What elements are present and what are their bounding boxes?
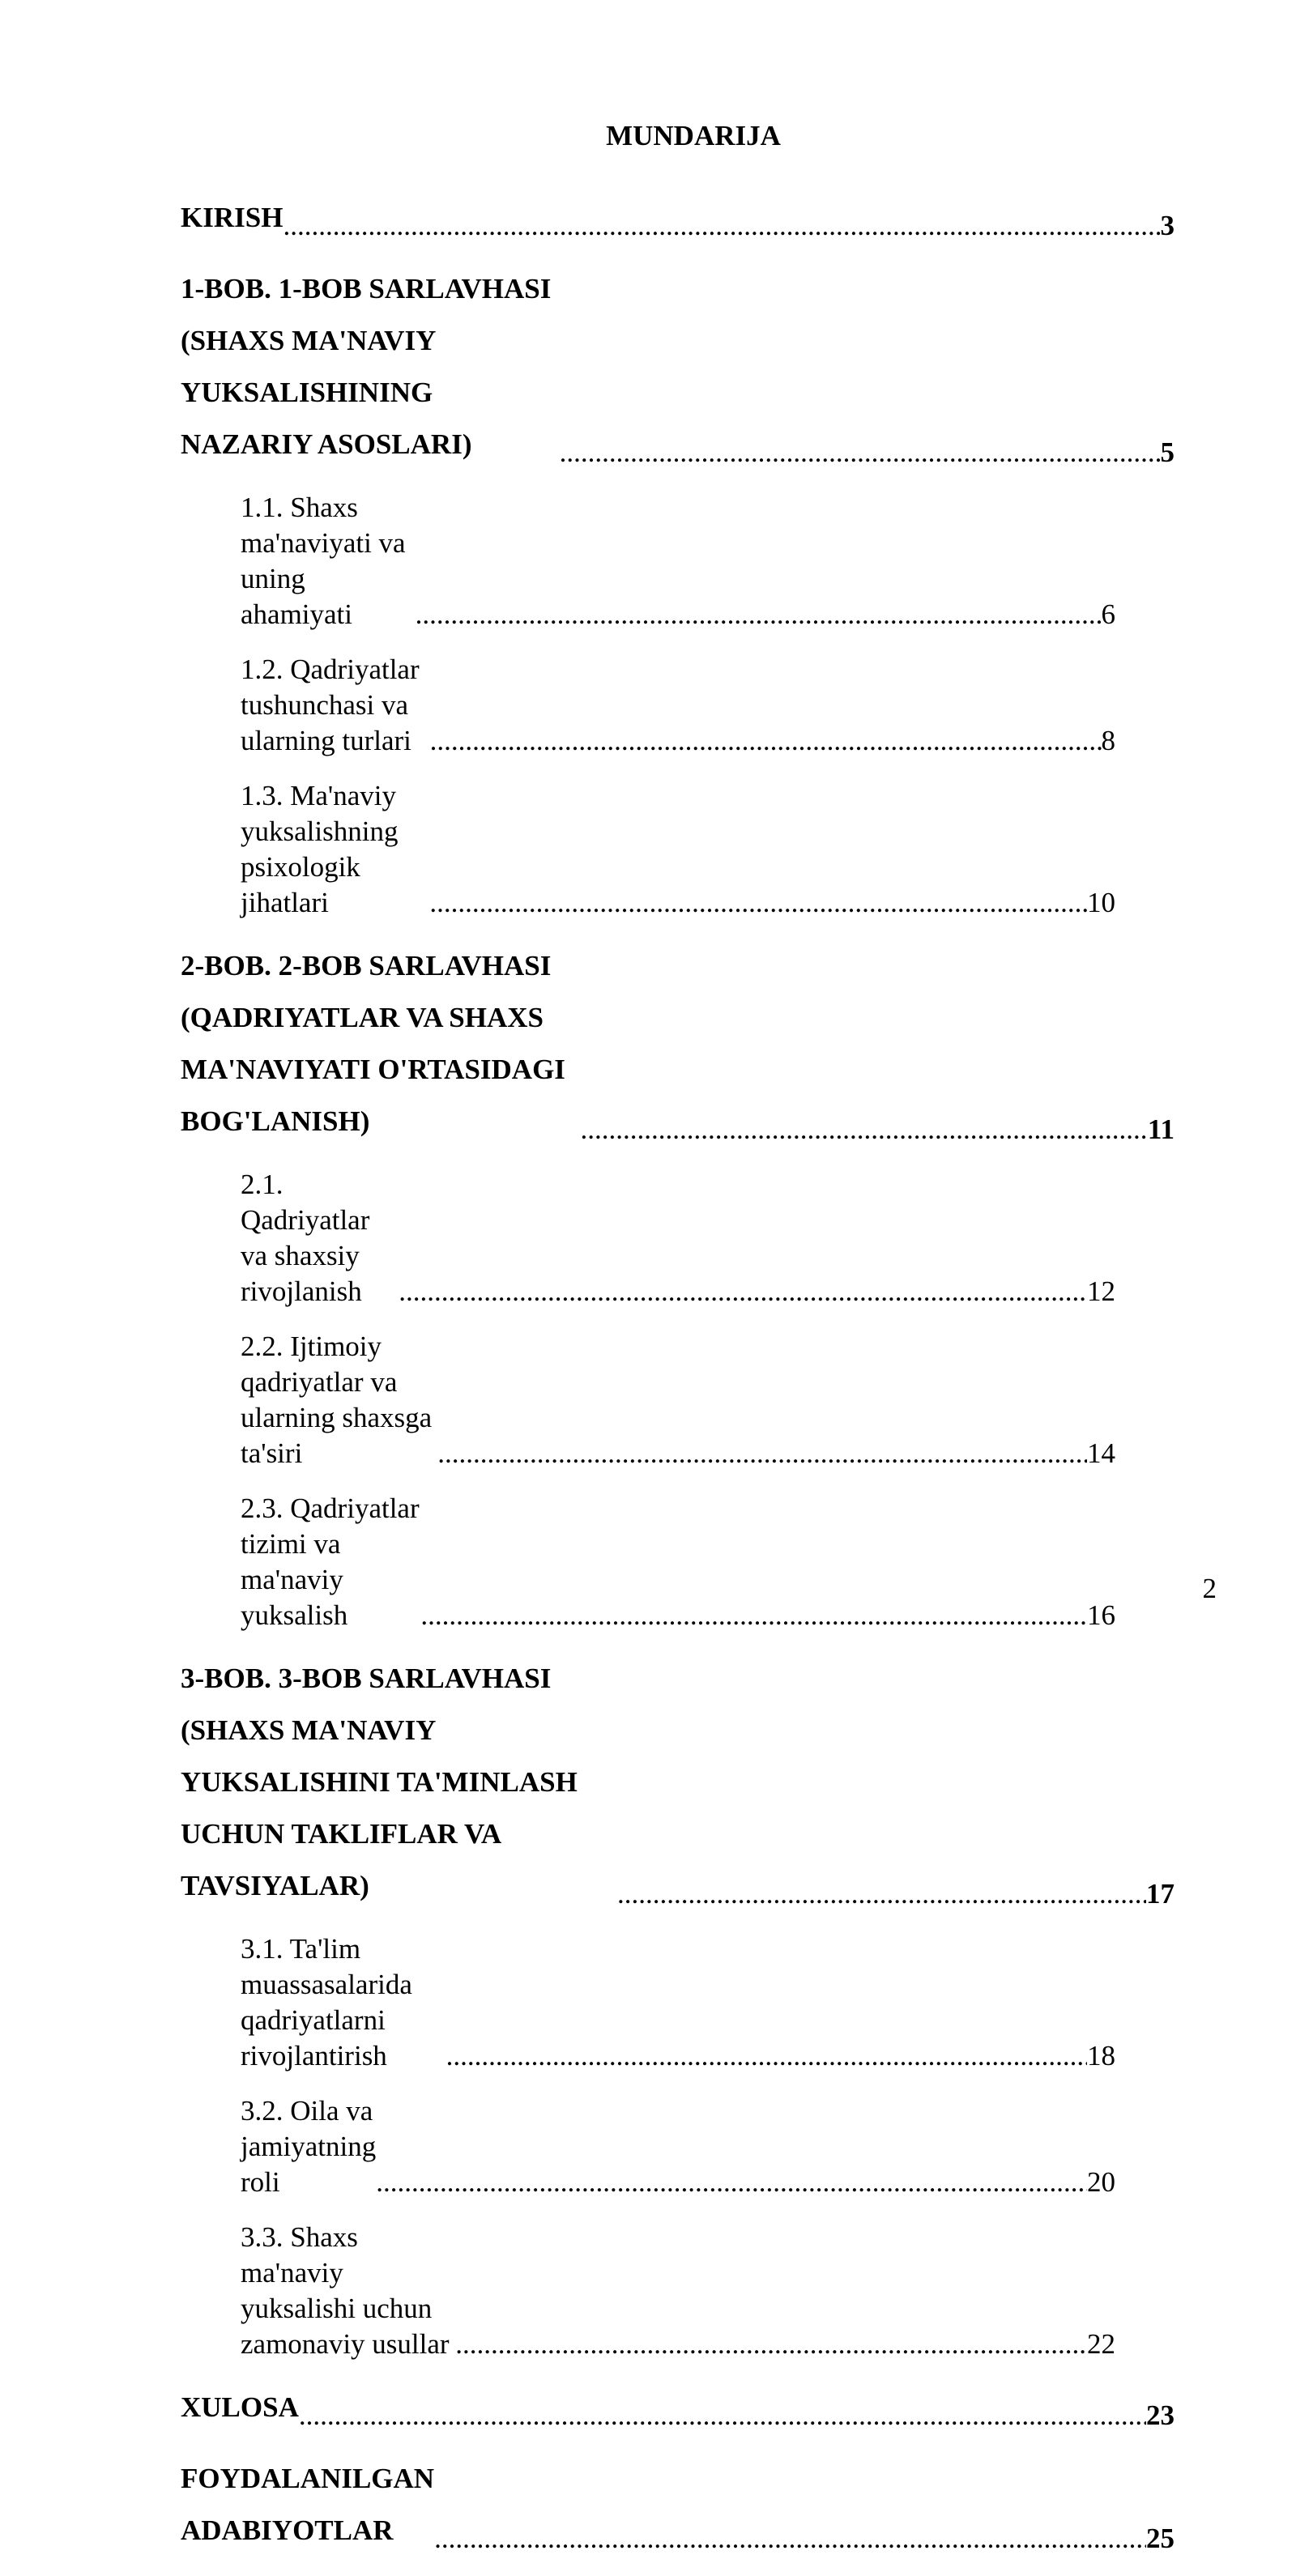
toc-entry-section-3-1 [241, 1931, 1115, 2074]
toc-entry-page: 6 [1101, 598, 1115, 630]
toc-entry-references [181, 2453, 1174, 2557]
dot-leader [617, 1876, 1146, 1912]
toc-entry-label: 1.1. Shaxs ma'naviyati va uning ahamiyati [241, 492, 406, 630]
toc-list [181, 192, 1174, 2576]
toc-entry-chapter-3 [181, 1653, 1174, 1912]
toc-entry-page: 3 [1160, 210, 1174, 241]
toc-entry-section-1-2 [241, 652, 1115, 759]
toc-entry-kirish [181, 192, 1174, 244]
toc-entry-page: 23 [1146, 2399, 1174, 2431]
toc-entry-label: 3.1. Ta'lim muassasalarida qadriyatlarni rivojlantirish [241, 1933, 412, 2071]
toc-entry-label: 2.3. Qadriyatlar tizimi va ma'naviy yuksalish [241, 1492, 420, 1631]
toc-entry-label: 2.2. Ijtimoiy qadriyatlar va ularning shaxsga ta'siri [241, 1331, 433, 1469]
toc-entry-label: 1-BOB. 1-BOB SARLAVHASI (SHAXS MA'NAVIY YUKSALISHINING NAZARIY ASOSLARI) [181, 273, 552, 460]
toc-entry-page: 20 [1087, 2166, 1115, 2198]
toc-entry-label: 1.3. Ma'naviy yuksalishning psixologik jihatlari [241, 780, 399, 918]
dot-leader [446, 2038, 1087, 2074]
dot-leader [429, 885, 1087, 921]
toc-entry-page: 16 [1087, 1599, 1115, 1631]
toc-entry-page: 12 [1087, 1275, 1115, 1307]
toc-entry-page: 18 [1087, 2040, 1115, 2071]
toc-entry-label: 3.2. Oila va jamiyatning roli [241, 2095, 377, 2198]
dot-leader [430, 723, 1102, 759]
dot-leader [416, 597, 1102, 632]
page-number: 2 [1202, 1573, 1217, 1604]
toc-entry-page: 22 [1087, 2328, 1115, 2360]
toc-entry-section-2-1 [241, 1167, 1115, 1309]
toc-entry-page: 25 [1146, 2523, 1174, 2554]
dot-leader [581, 1112, 1148, 1147]
toc-entry-label: 3-BOB. 3-BOB SARLAVHASI (SHAXS MA'NAVIY YUKSALISHINI TA'MINLASH UCHUN TAKLIFLAR VA TAVSIYALAR) [181, 1663, 578, 1901]
toc-entry-label: 3.3. Shaxs ma'naviy yuksalishi uchun zamonaviy usullar [241, 2221, 450, 2360]
toc-entry-label: 2.1. Qadriyatlar va shaxsiy rivojlanish [241, 1169, 370, 1307]
toc-entry-section-1-3 [241, 778, 1115, 921]
dot-leader [455, 2327, 1087, 2362]
toc-entry-chapter-1 [181, 263, 1174, 470]
toc-entry-page: 17 [1146, 1878, 1174, 1910]
toc-entry-section-2-3 [241, 1491, 1115, 1633]
toc-entry-section-3-3 [241, 2220, 1115, 2362]
dot-leader [434, 2521, 1146, 2557]
toc-entry-label: FOYDALANILGAN ADABIYOTLAR [181, 2463, 435, 2546]
dot-leader [399, 1274, 1087, 1309]
toc-entry-label: 1.2. Qadriyatlar tushunchasi va ularning turlari [241, 654, 420, 756]
toc-entry-chapter-2 [181, 940, 1174, 1147]
dot-leader [299, 2398, 1146, 2433]
dot-leader [283, 208, 1160, 244]
toc-entry-section-3-2 [241, 2093, 1115, 2200]
dot-leader [420, 1598, 1087, 1633]
toc-entry-page: 10 [1087, 887, 1115, 918]
toc-entry-page: 11 [1147, 1113, 1174, 1145]
toc-entry-page: 14 [1087, 1437, 1115, 1469]
toc-entry-xulosa [181, 2382, 1174, 2433]
dot-leader [376, 2165, 1087, 2200]
dot-leader [560, 435, 1161, 470]
toc-entry-section-1-1 [241, 490, 1115, 632]
toc-entry-page: 5 [1160, 436, 1174, 468]
toc-entry-label: 2-BOB. 2-BOB SARLAVHASI (QADRIYATLAR VA SHAXS MA'NAVIYATI O'RTASIDAGI BOG'LANISH) [181, 950, 565, 1137]
toc-entry-page: 8 [1101, 725, 1115, 756]
toc-entry-label: XULOSA [181, 2391, 299, 2423]
toc-entry-section-2-2 [241, 1329, 1115, 1471]
toc-entry-label: KIRISH [181, 202, 284, 233]
toc-title: MUNDARIJA [606, 120, 781, 151]
dot-leader [437, 1436, 1087, 1471]
